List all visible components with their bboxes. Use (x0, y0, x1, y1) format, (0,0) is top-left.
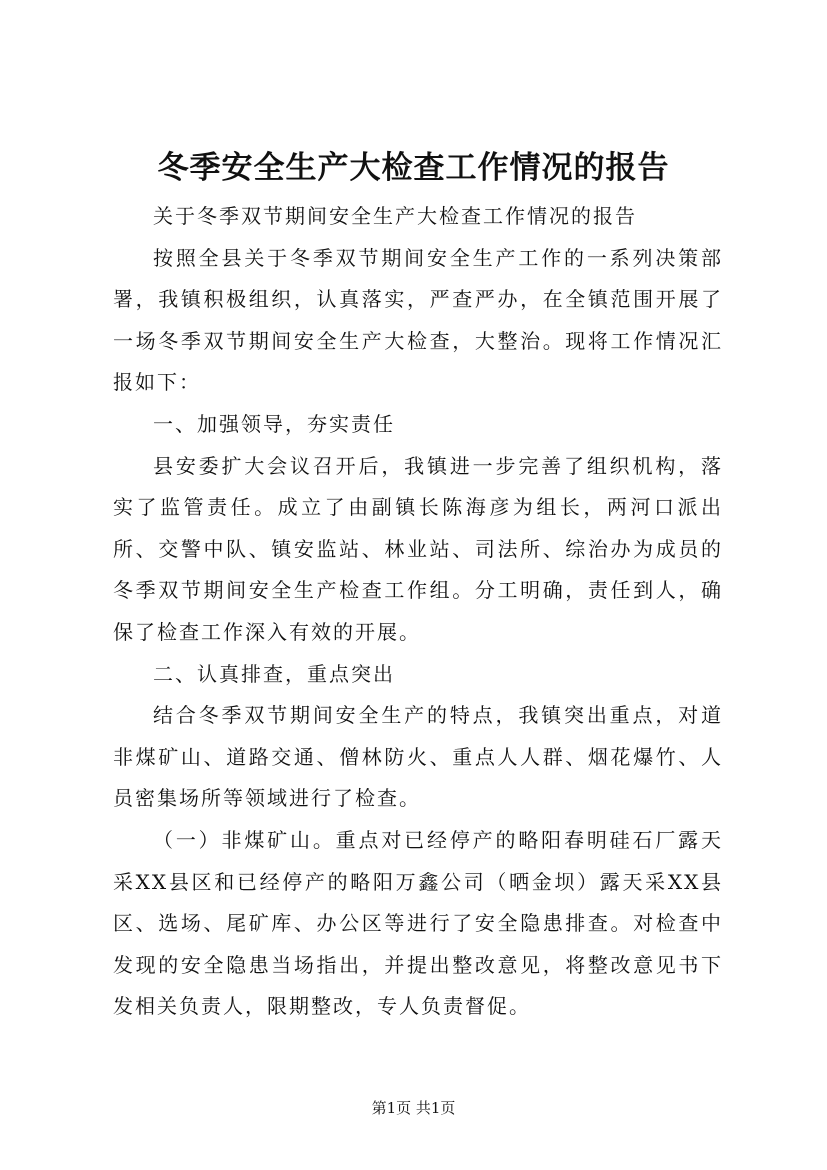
document-body (113, 196, 723, 1028)
document-title: 冬季安全生产大检查工作情况的报告 (157, 150, 670, 186)
section-1-paragraph: 县安委扩大会议召开后，我镇进一步完善了组织机构，落实了监管责任。成立了由副镇长陈海彦为组长，两河口派出所、交警中队、镇安监站、林业站、司法所、综治办为成员的冬季双节期间安全生产检查工作组。分工明确，责任到人，确保了检查工作深入有效的开展。 (113, 453, 723, 644)
report-subtitle: 关于冬季双节期间安全生产大检查工作情况的报告 (153, 204, 637, 228)
section-heading-1: 一、加强领导，夯实责任 (153, 411, 395, 436)
subsection-mining-paragraph: （一）非煤矿山。重点对已经停产的略阳春明硅石厂露天采XX县区和已经停产的略阳万鑫公司（晒金坝）露天采XX县区、选场、尾矿库、办公区等进行了安全隐患排查。对检查中发现的安全隐患当场指出，并提出整改意见，将整改意见书下发相关负责人，限期整改，专人负责督促。 (113, 827, 723, 1019)
page-footer: 第1页 共1页 (371, 1099, 456, 1117)
section-heading-2: 二、认真排查，重点突出 (153, 661, 395, 686)
intro-paragraph: 按照全县关于冬季双节期间安全生产工作的一系列决策部署，我镇积极组织，认真落实，严查严办，在全镇范围开展了一场冬季双节期间安全生产大检查，大整治。现将工作情况汇报如下： (113, 245, 723, 395)
section-2-paragraph: 结合冬季双节期间安全生产的特点，我镇突出重点，对道非煤矿山、道路交通、僧林防火、重点人人群、烟花爆竹、人员密集场所等领域进行了检查。 (113, 703, 723, 811)
